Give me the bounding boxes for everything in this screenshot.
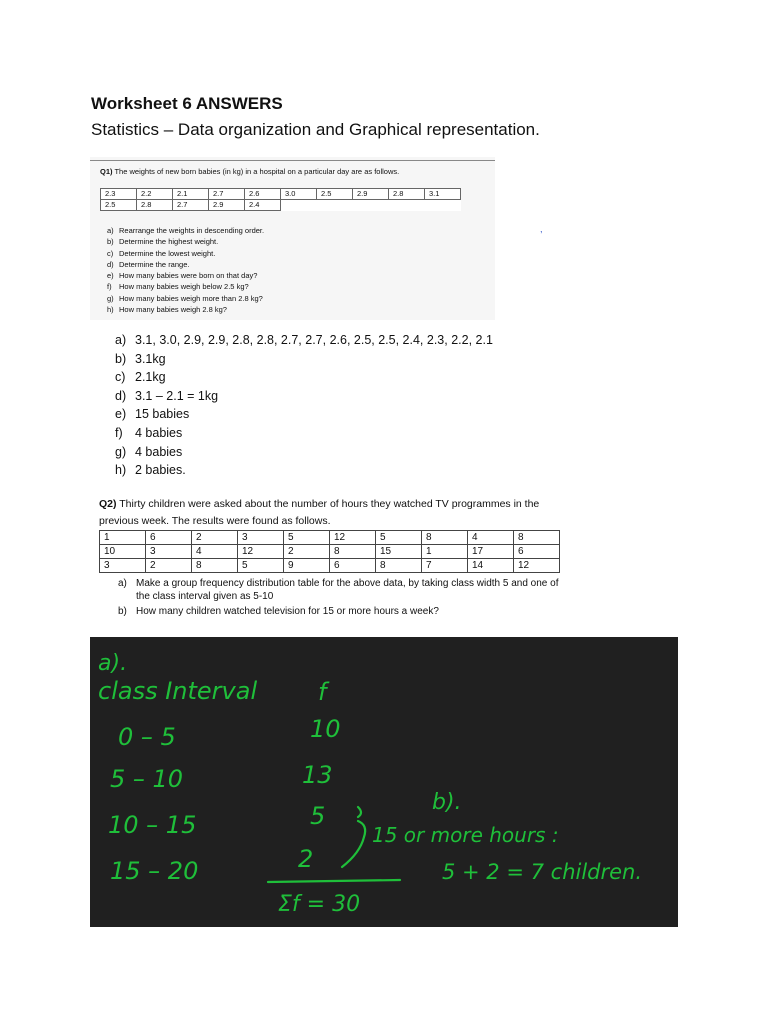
answer-item: d) 3.1 – 2.1 = 1kg (115, 388, 219, 403)
part-a-label: a). (98, 651, 128, 676)
table-cell: 8 (376, 559, 422, 573)
q1-question-text: The weights of new born babies (in kg) in a hospital on a particular day are as follows. (114, 167, 400, 176)
q1-question (100, 167, 399, 176)
table-cell: 10 (100, 545, 146, 559)
q2-parts-list (118, 577, 566, 620)
divider (90, 160, 495, 161)
table-cell: 3.1 (425, 189, 461, 200)
q1-answers-list (115, 331, 493, 480)
table-cell: 3.0 (281, 189, 317, 200)
table-cell: 1 (422, 545, 468, 559)
frequency-cell: 5 (310, 802, 326, 830)
q1-parts-list (107, 225, 264, 315)
interval-cell: 15 – 20 (110, 857, 199, 885)
table-cell: 2.1 (173, 189, 209, 200)
q1-data-table (100, 188, 461, 211)
part-b-condition: 15 or more hours : (372, 823, 559, 847)
table-cell: 2.8 (137, 200, 173, 211)
curly-brace (342, 807, 365, 867)
frequency-heading: f (318, 678, 327, 706)
table-cell: 2.9 (353, 189, 389, 200)
total-underline (268, 880, 400, 882)
list-item: a) Make a group frequency distribution table for the above data, by taking class width 5 and one of the class interval given as 5-10 (118, 578, 559, 602)
table-cell: 4 (468, 531, 514, 545)
table-cell: 8 (422, 531, 468, 545)
interval-cell: 5 – 10 (110, 765, 184, 793)
table-cell: 2.5 (317, 189, 353, 200)
list-item: g) How many babies weigh more than 2.8 kg? (107, 293, 263, 303)
table-cell: 2.6 (245, 189, 281, 200)
table-cell: 3 (146, 545, 192, 559)
table-cell: 12 (514, 559, 560, 573)
q2-question (99, 496, 559, 530)
list-item: a) Rearrange the weights in descending order. (107, 226, 265, 235)
list-item: b) How many children watched television for 15 or more hours a week? (118, 606, 439, 617)
table-cell: 8 (330, 545, 376, 559)
answer-item: c) 2.1kg (115, 370, 166, 385)
table-cell: 2.4 (245, 200, 281, 211)
frequency-total: Σf = 30 (278, 892, 361, 917)
answer-item: f) 4 babies (115, 425, 183, 440)
table-cell: 9 (284, 559, 330, 573)
table-cell: 6 (146, 531, 192, 545)
q1-question-image (90, 157, 495, 320)
table-cell: 2.9 (209, 200, 245, 211)
list-item: b) Determine the highest weight. (107, 237, 219, 247)
table-cell: 2.2 (137, 189, 173, 200)
table-cell: 4 (192, 545, 238, 559)
table-cell: 2.8 (389, 189, 425, 200)
frequency-cell: 13 (302, 761, 333, 789)
table-row (101, 189, 461, 200)
table-cell: 2 (192, 531, 238, 545)
q1-label: Q1) (100, 167, 113, 176)
table-cell: 15 (376, 545, 422, 559)
table-cell: 2.7 (173, 200, 209, 211)
class-interval-heading: class Interval (98, 677, 258, 705)
table-cell: 5 (238, 559, 284, 573)
table-cell: 8 (514, 531, 560, 545)
list-item: e) How many babies were born on that day? (107, 271, 258, 281)
table-row (100, 545, 560, 559)
table-cell: 3 (100, 559, 146, 573)
table-cell: 12 (238, 545, 284, 559)
table-cell: 1 (100, 531, 146, 545)
table-cell: 8 (192, 559, 238, 573)
table-cell: 6 (514, 545, 560, 559)
answer-item: g) 4 babies (115, 444, 183, 459)
list-item: c) Determine the lowest weight. (107, 248, 216, 258)
table-cell: 2.7 (209, 189, 245, 200)
table-cell: 17 (468, 545, 514, 559)
table-cell: 2 (146, 559, 192, 573)
frequency-cell: 10 (310, 715, 341, 743)
table-cell: 3 (238, 531, 284, 545)
list-item: f) How many babies weigh below 2.5 kg? (107, 282, 249, 292)
handwritten-answer-board (90, 637, 678, 927)
table-cell: 7 (422, 559, 468, 573)
answer-item: b) 3.1kg (115, 351, 166, 366)
answer-item: a) 3.1, 3.0, 2.9, 2.9, 2.8, 2.8, 2.7, 2.7, 2.6, 2.5, 2.5, 2.4, 2.3, 2.2, 2.1 (115, 333, 493, 347)
table-cell: 2 (284, 545, 330, 559)
table-cell: 2.5 (101, 200, 137, 211)
interval-cell: 0 – 5 (118, 723, 176, 751)
handwriting-canvas (90, 637, 678, 927)
list-item: h) How many babies weigh 2.8 kg? (107, 305, 227, 315)
interval-cell: 10 – 15 (108, 811, 197, 839)
table-row (100, 559, 560, 573)
table-cell: 14 (468, 559, 514, 573)
table-cell: 5 (284, 531, 330, 545)
table-cell: 2.3 (101, 189, 137, 200)
stray-mark: , (540, 224, 543, 234)
part-b-label: b). (432, 790, 462, 815)
q2-question-text: Thirty children were asked about the number of hours they watched TV programmes in the previous week. The results were found as follows. (99, 498, 540, 527)
part-b-answer: 5 + 2 = 7 children. (442, 860, 643, 884)
q2-label: Q2) (99, 498, 117, 510)
worksheet-title: Worksheet 6 ANSWERS (91, 94, 283, 113)
table-cell: 5 (376, 531, 422, 545)
answer-item: h) 2 babies. (115, 463, 186, 478)
worksheet-subtitle: Statistics – Data organization and Graphical representation. (91, 120, 540, 139)
table-row (101, 200, 461, 211)
table-cell: 12 (330, 531, 376, 545)
frequency-cell: 2 (298, 845, 314, 873)
q2-data-table (99, 530, 560, 573)
list-item: d) Determine the range. (107, 259, 190, 269)
answer-item: e) 15 babies (115, 407, 190, 422)
table-cell: 6 (330, 559, 376, 573)
table-row (100, 531, 560, 545)
